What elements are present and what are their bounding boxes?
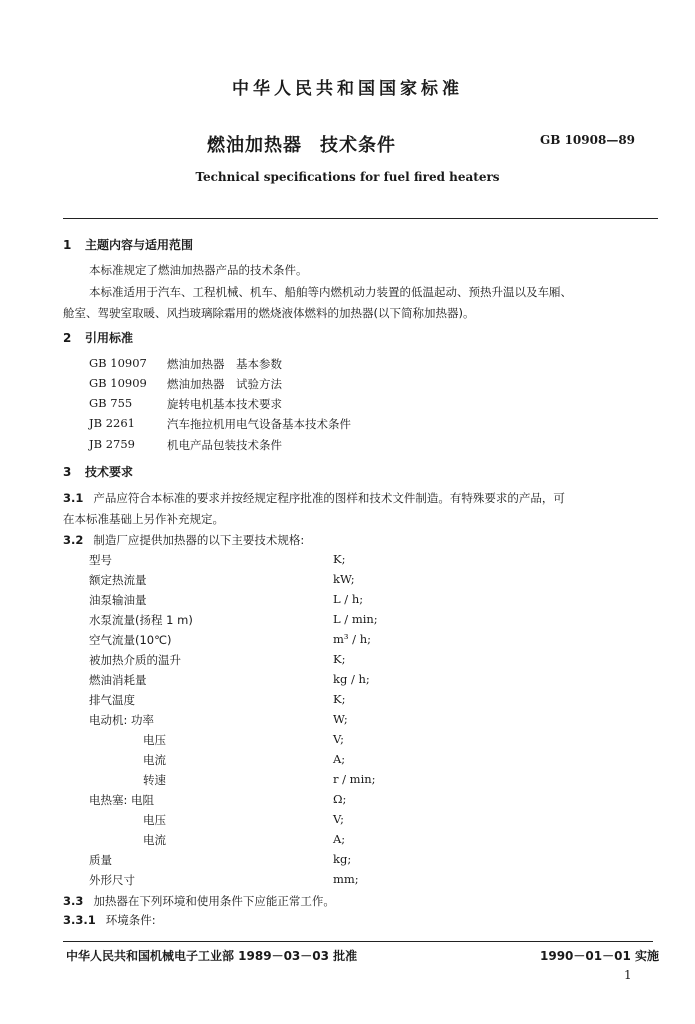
param-unit: A;	[333, 752, 346, 766]
param-unit: r / min;	[333, 772, 376, 786]
ref-code: JB 2261	[89, 416, 135, 430]
param-unit: V;	[333, 812, 345, 826]
clause-3-3-1: 3.3.1 环境条件:	[63, 913, 156, 927]
param-unit: Ω;	[333, 792, 347, 806]
ref-name: 机电产品包装技术条件	[167, 438, 282, 452]
param-label: 电压	[143, 813, 166, 827]
param-unit: K;	[333, 552, 346, 566]
param-unit: kg;	[333, 852, 352, 866]
param-label: 水泵流量(扬程 1 m)	[89, 613, 193, 627]
clause-3-2: 3.2 制造厂应提供加热器的以下主要技术规格:	[63, 533, 305, 547]
ref-code: JB 2759	[89, 437, 135, 451]
section-1-heading: 1 主题内容与适用范围	[63, 238, 194, 252]
clause-3-1-line1: 3.1 产品应符合本标准的要求并按经规定程序批准的图样和技术文件制造。有特殊要求的产品，可	[63, 491, 565, 505]
param-unit: W;	[333, 712, 348, 726]
param-label: 电流	[143, 753, 166, 767]
ref-code: GB 10907	[89, 356, 147, 370]
param-label: 额定热流量	[89, 573, 147, 587]
param-label: 外形尺寸	[89, 873, 135, 887]
param-label: 电动机: 功率	[89, 713, 155, 727]
clause-3-1-line2: 在本标准基础上另作补充规定。	[63, 512, 224, 526]
clause-3-3: 3.3 加热器在下列环境和使用条件下应能正常工作。	[63, 894, 335, 908]
param-unit: kW;	[333, 572, 355, 586]
standard-code: GB 10908—89	[540, 133, 636, 147]
param-unit: K;	[333, 652, 346, 666]
ref-name: 旋转电机基本技术要求	[167, 397, 282, 411]
approval-line: 中华人民共和国机械电子工业部 1989－03－03 批准	[66, 949, 358, 963]
ref-code: GB 755	[89, 396, 133, 410]
param-unit: A;	[333, 832, 346, 846]
ref-name: 汽车拖拉机用电气设备基本技术条件	[167, 417, 351, 431]
param-label: 电压	[143, 733, 166, 747]
page-number: 1	[624, 968, 632, 982]
param-label: 排气温度	[89, 693, 135, 707]
param-label: 被加热介质的温升	[89, 653, 181, 667]
document-title	[207, 131, 396, 157]
ref-name: 燃油加热器 试验方法	[167, 377, 282, 391]
param-label: 型号	[89, 553, 112, 567]
section-1-para-line2: 本标准适用于汽车、工程机械、机车、船舶等内燃机动力装置的低温起动、预热升温以及车厢、	[89, 285, 572, 299]
title-main: 燃油加热器	[207, 135, 302, 156]
param-unit: m³ / h;	[333, 632, 371, 646]
param-unit: mm;	[333, 872, 359, 886]
param-unit: V;	[333, 732, 345, 746]
param-label: 转速	[143, 773, 166, 787]
param-label: 电流	[143, 833, 166, 847]
param-label: 空气流量(10℃)	[89, 633, 172, 647]
section-1-para-line1: 本标准规定了燃油加热器产品的技术条件。	[89, 263, 308, 277]
param-unit: K;	[333, 692, 346, 706]
param-unit: kg / h;	[333, 672, 370, 686]
section-1-para-line3: 舱室、驾驶室取暖、风挡玻璃除霜用的燃烧液体燃料的加热器(以下简称加热器)。	[63, 306, 475, 320]
title-sub: 技术条件	[320, 135, 396, 156]
param-label: 油泵输油量	[89, 593, 147, 607]
param-label: 电热塞: 电阻	[89, 793, 155, 807]
section-2-heading: 2 引用标准	[63, 331, 134, 345]
param-unit: L / h;	[333, 592, 364, 606]
param-unit: L / min;	[333, 612, 378, 626]
english-title: Technical specifications for fuel fired heaters	[195, 170, 500, 184]
header-divider	[63, 218, 658, 219]
param-label: 燃油消耗量	[89, 673, 147, 687]
issuing-organization: 中华人民共和国国家标准	[232, 79, 463, 99]
footer-divider	[63, 941, 653, 942]
ref-name: 燃油加热器 基本参数	[167, 357, 282, 371]
effective-date: 1990－01－01 实施	[540, 949, 659, 963]
param-label: 质量	[89, 853, 112, 867]
section-3-heading: 3 技术要求	[63, 465, 134, 479]
ref-code: GB 10909	[89, 376, 147, 390]
